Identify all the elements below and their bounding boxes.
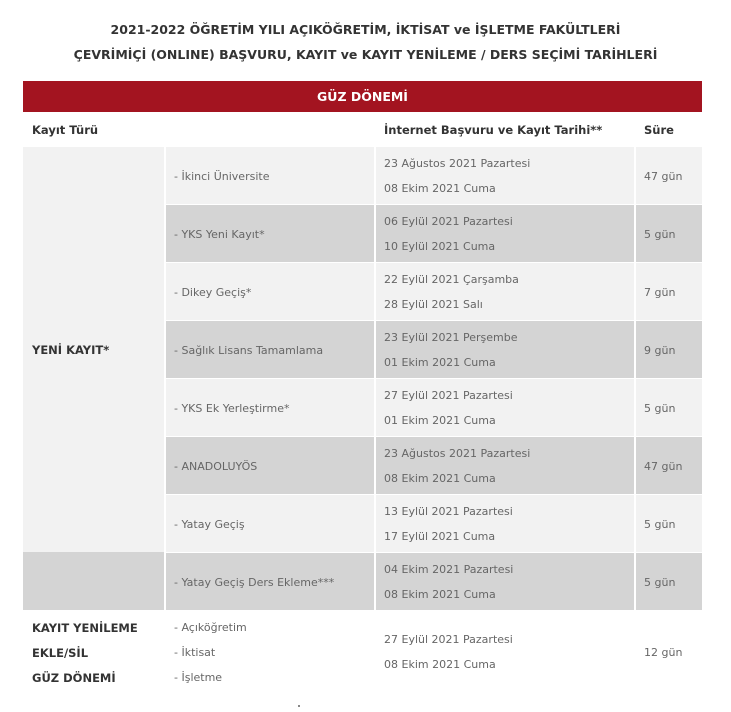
renewal-end-date: 08 Ekim 2021 Cuma (384, 658, 496, 671)
row-start-date: 23 Ağustos 2021 Pazartesi (384, 157, 531, 170)
column-divider (634, 553, 636, 611)
renewal-faculty-isletme: - İşletme (174, 671, 223, 684)
header-kayit-turu: Kayıt Türü (32, 123, 99, 137)
row-duration: 5 gün (644, 576, 676, 589)
renewal-label-line-1: KAYIT YENİLEME (32, 621, 138, 635)
page-title-line-2: ÇEVRİMİÇİ (ONLINE) BAŞVURU, KAYIT ve KAYIT YENİLEME / DERS SEÇİMİ TARİHLERİ (73, 47, 658, 62)
row-divider (164, 610, 702, 611)
season-banner: GÜZ DÖNEMİ (23, 81, 702, 112)
column-divider (634, 147, 636, 205)
renewal-faculty-acikogretim: - Açıköğretim (174, 621, 247, 634)
column-divider (164, 379, 166, 437)
row-duration: 7 gün (644, 286, 676, 299)
column-divider (374, 437, 376, 495)
renewal-label-line-2: EKLE/SİL (32, 646, 89, 660)
column-divider (374, 495, 376, 553)
row-end-date: 01 Ekim 2021 Cuma (384, 356, 496, 369)
column-divider (164, 321, 166, 379)
row-label: - Yatay Geçiş Ders Ekleme*** (174, 576, 335, 589)
column-divider (164, 437, 166, 495)
row-label: - Sağlık Lisans Tamamlama (174, 344, 324, 357)
row-start-date: 27 Eylül 2021 Pazartesi (384, 389, 513, 402)
row-start-date: 04 Ekim 2021 Pazartesi (384, 563, 514, 576)
column-divider (374, 147, 376, 205)
column-divider (164, 263, 166, 321)
row-end-date: 08 Ekim 2021 Cuma (384, 472, 496, 485)
column-divider (164, 553, 166, 611)
column-divider (634, 437, 636, 495)
row-label: - YKS Yeni Kayıt* (174, 228, 265, 241)
decorative-dot (298, 705, 300, 707)
column-divider (634, 263, 636, 321)
column-divider (374, 553, 376, 611)
group-label-yeni-kayit: YENİ KAYIT* (32, 343, 110, 357)
column-divider (164, 147, 166, 205)
header-duration: Süre (644, 123, 674, 137)
column-divider (634, 495, 636, 553)
row-start-date: 23 Ağustos 2021 Pazartesi (384, 447, 531, 460)
group-cell-yatay-ders (23, 552, 164, 610)
page-title-line-1: 2021-2022 ÖĞRETİM YILI AÇIKÖĞRETİM, İKTİSAT ve İŞLETME FAKÜLTLERİ (110, 22, 621, 37)
row-duration: 5 gün (644, 402, 676, 415)
row-end-date: 08 Ekim 2021 Cuma (384, 588, 496, 601)
column-divider (374, 263, 376, 321)
row-end-date: 08 Ekim 2021 Cuma (384, 182, 496, 195)
row-label: - YKS Ek Yerleştirme* (174, 402, 290, 415)
renewal-start-date: 27 Eylül 2021 Pazartesi (384, 633, 513, 646)
row-end-date: 17 Eylül 2021 Cuma (384, 530, 496, 543)
row-start-date: 22 Eylül 2021 Çarşamba (384, 273, 519, 286)
column-divider (634, 321, 636, 379)
row-duration: 47 gün (644, 170, 683, 183)
row-end-date: 28 Eylül 2021 Salı (384, 298, 483, 311)
row-label: - Dikey Geçiş* (174, 286, 252, 299)
row-start-date: 23 Eylül 2021 Perşembe (384, 331, 518, 344)
header-dates: İnternet Başvuru ve Kayıt Tarihi** (384, 123, 603, 137)
row-duration: 47 gün (644, 460, 683, 473)
column-divider (374, 205, 376, 263)
row-duration: 9 gün (644, 344, 676, 357)
column-divider (164, 205, 166, 263)
column-divider (374, 321, 376, 379)
row-label: - Yatay Geçiş (174, 518, 245, 531)
row-label: - İkinci Üniversite (174, 170, 270, 183)
row-start-date: 06 Eylül 2021 Pazartesi (384, 215, 513, 228)
renewal-duration: 12 gün (644, 646, 683, 659)
renewal-label-line-3: GÜZ DÖNEMİ (32, 671, 116, 685)
column-divider (374, 379, 376, 437)
column-divider (634, 379, 636, 437)
row-duration: 5 gün (644, 518, 676, 531)
column-divider (634, 205, 636, 263)
row-start-date: 13 Eylül 2021 Pazartesi (384, 505, 513, 518)
renewal-faculty-iktisat: - İktisat (174, 646, 216, 659)
row-duration: 5 gün (644, 228, 676, 241)
row-end-date: 01 Ekim 2021 Cuma (384, 414, 496, 427)
row-end-date: 10 Eylül 2021 Cuma (384, 240, 496, 253)
column-divider (164, 495, 166, 553)
row-label: - ANADOLUYÖS (174, 460, 258, 473)
